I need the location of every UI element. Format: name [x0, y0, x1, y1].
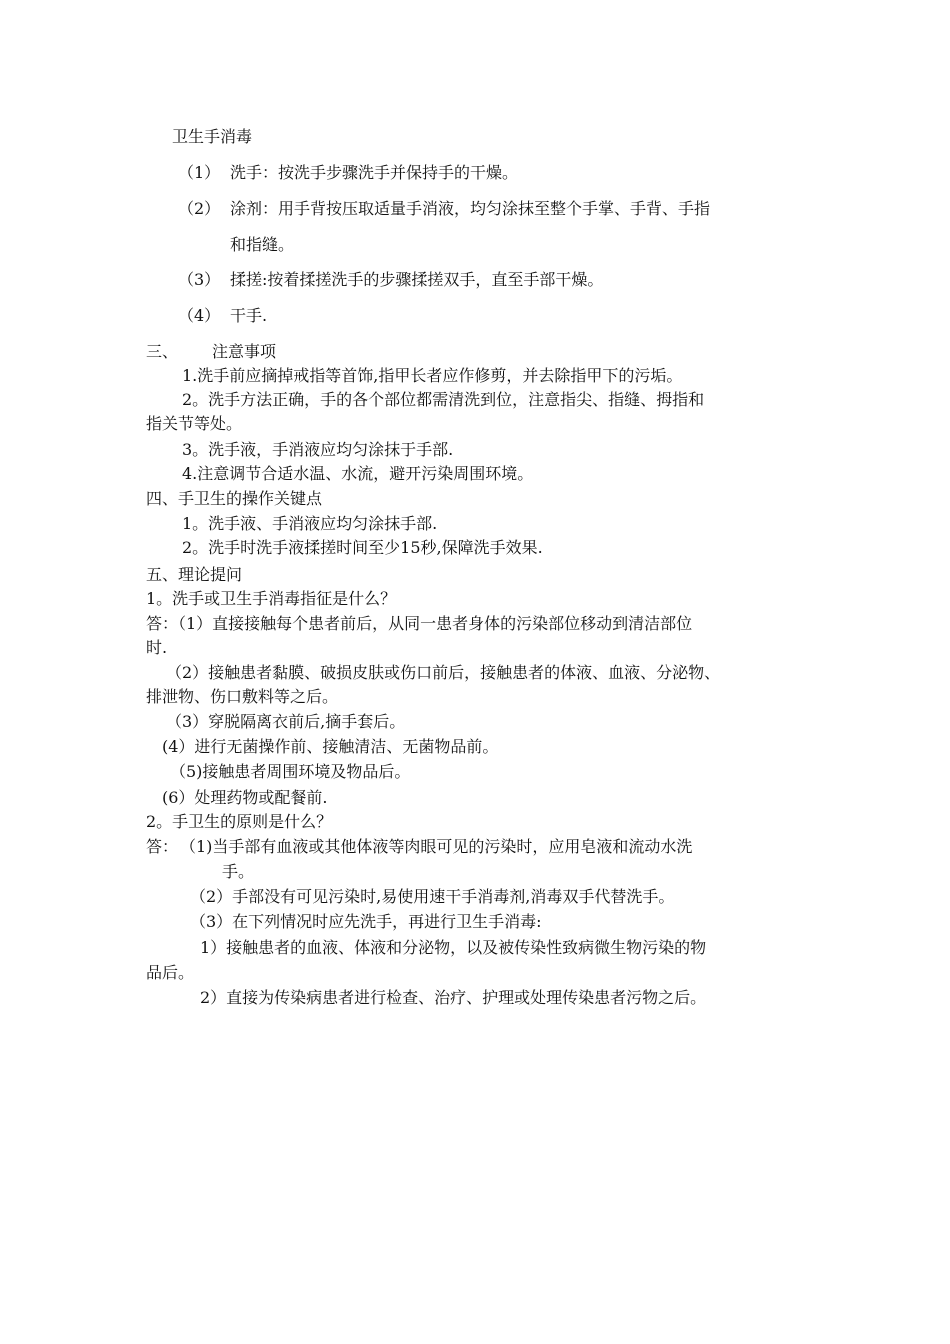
step-3-number: （3） [178, 270, 221, 289]
answer-2-item-3: （3）在下列情况时应先洗手，再进行卫生手消毒: [190, 912, 542, 931]
notice-item-4: 4.注意调节合适水温、水流，避开污染周围环境。 [182, 464, 534, 483]
step-1-number: （1） [178, 163, 221, 182]
answer-1-item-3: （3）穿脱隔离衣前后,摘手套后。 [166, 712, 406, 731]
answer-1-item-5: （5)接触患者周围环境及物品后。 [170, 762, 411, 781]
answer-2-subitem-1: 1）接触患者的血液、体液和分泌物，以及被传染性致病微生物污染的物 [200, 938, 707, 957]
step-2-text: 涂剂：用手背按压取适量手消液，均匀涂抹至整个手掌、手背、手指 [230, 199, 711, 218]
section-3-title: 注意事项 [212, 342, 277, 361]
notice-item-3: 3。洗手液，手消液应均匀涂抹于手部. [182, 440, 454, 459]
answer-2-item-1: （1)当手部有血液或其他体液等肉眼可见的污染时，应用皂液和流动水洗 [180, 837, 693, 856]
answer-2-subitem-1-continuation: 品后。 [146, 963, 195, 982]
answer-2-item-2: （2）手部没有可见污染时,易使用速干手消毒剂,消毒双手代替洗手。 [190, 887, 675, 906]
answer-1-item-6: (6）处理药物或配餐前. [162, 788, 328, 807]
answer-1-line-1-continuation: 时. [146, 638, 168, 657]
answer-1-item-2: （2）接触患者黏膜、破损皮肤或伤口前后，接触患者的体液、血液、分泌物、 [166, 663, 721, 682]
key-point-2: 2。洗手时洗手液揉搓时间至少15秒,保障洗手效果. [182, 538, 543, 557]
step-2-number: （2） [178, 199, 221, 218]
question-1: 1。洗手或卫生手消毒指征是什么？ [146, 589, 397, 608]
step-3 [178, 269, 603, 291]
section-3-number: 三、 [146, 342, 179, 361]
notice-item-2-continuation: 指关节等处。 [146, 414, 243, 433]
answer-1-line-1: 答：（1）直接接触每个患者前后，从同一患者身体的污染部位移动到清洁部位 [146, 614, 693, 633]
step-4-number: （4） [178, 306, 221, 325]
step-1 [178, 162, 518, 184]
step-3-text: 揉搓:按着揉搓洗手的步骤揉搓双手，直至手部干燥。 [230, 270, 604, 289]
answer-1-item-2-continuation: 排泄物、伤口敷料等之后。 [146, 687, 339, 706]
section-4-title: 四、手卫生的操作关键点 [146, 489, 323, 508]
notice-item-2: 2。洗手方法正确，手的各个部位都需清洗到位，注意指尖、指缝、拇指和 [182, 390, 705, 409]
section-5-title: 五、理论提问 [146, 565, 243, 584]
section-title-hand-disinfection: 卫生手消毒 [172, 127, 253, 146]
step-4-text: 干手. [230, 306, 268, 325]
key-point-1: 1。洗手液、手消液应均匀涂抹手部. [182, 514, 438, 533]
answer-1-item-4: (4）进行无菌操作前、接触清洁、无菌物品前。 [162, 737, 499, 756]
notice-item-1: 1.洗手前应摘掉戒指等首饰,指甲长者应作修剪，并去除指甲下的污垢。 [182, 366, 683, 385]
section-3-heading [146, 341, 276, 363]
step-4 [178, 305, 267, 327]
step-2 [178, 198, 710, 220]
answer-2-subitem-2: 2）直接为传染病患者进行检查、治疗、护理或处理传染患者污物之后。 [200, 988, 707, 1007]
step-1-text: 洗手：按洗手步骤洗手并保持手的干燥。 [230, 163, 519, 182]
question-2: 2。手卫生的原则是什么？ [146, 812, 333, 831]
answer-2-item-1-continuation: 手。 [222, 862, 255, 881]
step-2-continuation: 和指缝。 [230, 235, 295, 254]
answer-2-label: 答： [146, 837, 179, 856]
